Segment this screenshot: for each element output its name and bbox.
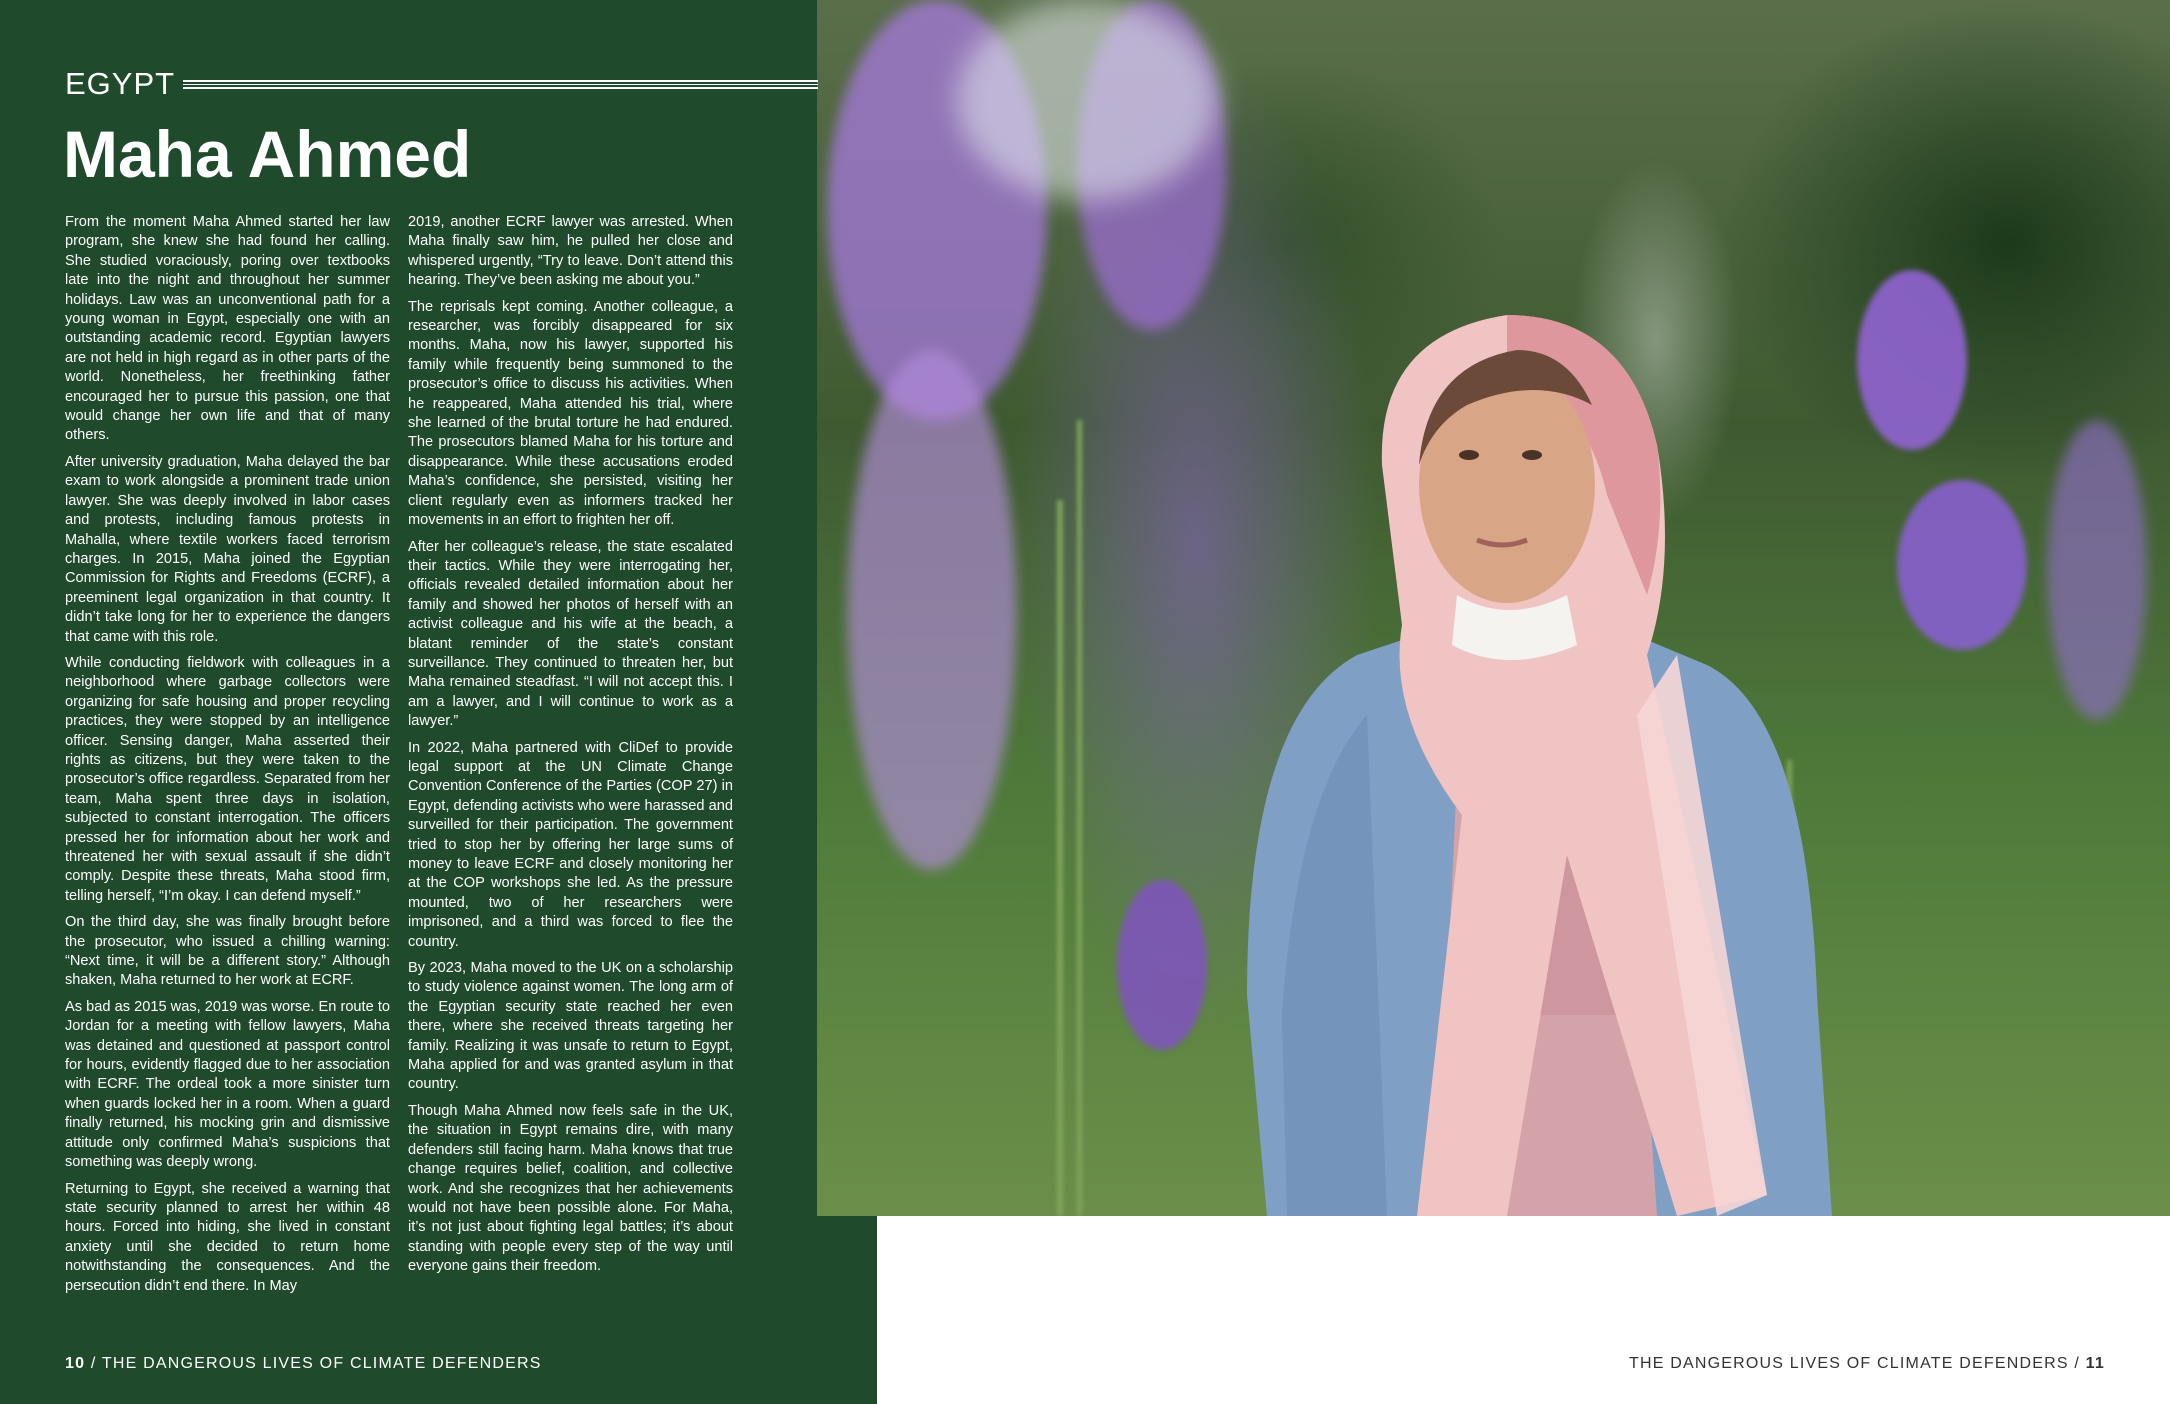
paragraph: While conducting fieldwork with colleagues in a neighborhood where garbage collectors were organizing for safe housing and proper recycling practices, they were stopped by an intelligence officer. Sensing danger, Maha asserted their rights as citizens, but they were taken to the prosecutor’s office regardless. Separated from her team, Maha spent three days in isolation, subjected to constant interrogation. The officers pressed her for information about her work and threatened her with sexual assault if she didn’t comply. Despite these threats, Maha stood firm, telling herself, “I’m okay. I can defend myself.” — [65, 654, 390, 904]
paragraph: From the moment Maha Ahmed started her law program, she knew she had found her calling. She studied voraciously, poring over textbooks late into the night and throughout her summer holidays. Law was an unconventional path for a young woman in Egypt, especially one with an outstanding academic record. Egyptian lawyers are not held in high regard as in other parts of the world. Nonetheless, her freethinking father encouraged her to pursue this passion, one that would change her own life and that of many others. — [65, 214, 390, 444]
page-title: Maha Ahmed — [63, 117, 472, 191]
page-number: 11 — [2085, 1355, 2105, 1372]
paragraph: In 2022, Maha partnered with CliDef to provide legal support at the UN Climate Change Convention Conference of the Parties (COP 27) in Egypt, defending activists who were harassed and surveilled for their participation. The government tried to stop her by offering her large sums of money to leave ECRF and closely monitoring her at the COP workshops she led. As the pressure mounted, two of her researchers were imprisoned, and a third was forced to flee the country. — [408, 739, 733, 950]
paragraph: On the third day, she was finally brought before the prosecutor, who issued a chilling warning: “Next time, it will be a different story.” Although shaken, Maha returned to her work at ECRF. — [65, 914, 390, 989]
plant-stem — [1057, 500, 1063, 1216]
footer-right — [1629, 1355, 2105, 1373]
publication-title: THE DANGEROUS LIVES OF CLIMATE DEFENDERS — [101, 1355, 542, 1372]
footer-left — [65, 1355, 542, 1373]
flower-cluster — [1117, 880, 1207, 1050]
paragraph: After university graduation, Maha delayed the bar exam to work alongside a prominent trade union lawyer. She was deeply involved in labor cases and protests, including famous protests in Mahalla, where textile workers faced terrorism charges. In 2015, Maha joined the Egyptian Commission for Rights and Freedoms (ECRF), a preeminent legal organization in that country. It didn’t take long for her to experience the dangers that came with this role. — [65, 453, 390, 645]
article-column-2 — [408, 213, 733, 1284]
flower-cluster — [1857, 270, 1967, 450]
paragraph: As bad as 2015 was, 2019 was worse. En route to Jordan for a meeting with fellow lawyers, Maha was detained and questioned at passport control for hours, evidently flagged due to her association with ECRF. The ordeal took a more sinister turn when guards locked her in a room. When a guard finally returned, his mocking grin and dismissive attitude only confirmed Maha’s suspicions that something was deeply wrong. — [65, 998, 390, 1171]
paragraph: Though Maha Ahmed now feels safe in the UK, the situation in Egypt remains dire, with many defenders still facing harm. Maha knows that true change requires belief, coalition, and collective work. And she recognizes that her achievements would not have been possible alone. For Maha, it’s not just about fighting legal battles; it’s about standing with people every step of the way until everyone gains their freedom. — [408, 1102, 733, 1275]
paragraph: Returning to Egypt, she received a warning that state security planned to arrest her within 48 hours. Forced into hiding, she lived in constant anxiety until she decided to return home notwithstanding the consequences. And the persecution didn’t end there. In May — [65, 1180, 390, 1294]
woman-figure — [1207, 295, 1847, 1216]
flower-cluster — [1897, 480, 2027, 650]
footer-separator: / — [2068, 1355, 2086, 1372]
section-label-country: EGYPT — [65, 66, 176, 101]
page-number: 10 — [65, 1355, 86, 1372]
flower-cluster — [2047, 420, 2147, 720]
paragraph: The reprisals kept coming. Another colleague, a researcher, was forcibly disappeared for six months. Maha, now his lawyer, supported his family while frequently being summoned to the prosecutor’s office to discuss his activities. When he reappeared, Maha attended his trial, where she learned of the brutal torture he had endured. The prosecutors blamed Maha for his torture and disappearance. While these accusations eroded Maha’s confidence, she persisted, visiting her client regularly even as informers tracked her movements in an effort to frighten her off. — [408, 298, 733, 529]
plant-stem — [1077, 420, 1082, 1216]
portrait-photo — [817, 0, 2170, 1216]
paragraph: After her colleague’s release, the state escalated their tactics. While they were interrogating her, officials revealed detailed information about her family and showed her photos of herself with an activist colleague and his wife at the beach, a blatant reminder of the state’s constant surveillance. They continued to threaten her, but Maha remained steadfast. “I will not accept this. I am a lawyer, and I will continue to work as a lawyer.” — [408, 538, 733, 730]
paragraph: 2019, another ECRF lawyer was arrested. When Maha finally saw him, he pulled her close and whispered urgently, “Try to leave. Don’t attend this hearing. They’ve been asking me about you.” — [408, 214, 733, 289]
sky-patch — [957, 0, 1217, 200]
footer-separator: / — [85, 1355, 102, 1372]
header-rule — [183, 80, 818, 89]
article-column-1 — [65, 213, 390, 1313]
paragraph: By 2023, Maha moved to the UK on a scholarship to study violence against women. The long arm of the Egyptian security state reached her even there, where she received threats targeting her family. Realizing it was unsafe to return to Egypt, Maha applied for and was granted asylum in that country. — [408, 960, 733, 1093]
publication-title: THE DANGEROUS LIVES OF CLIMATE DEFENDERS — [1628, 1355, 2069, 1372]
foreground-flower-blur — [847, 350, 1017, 870]
